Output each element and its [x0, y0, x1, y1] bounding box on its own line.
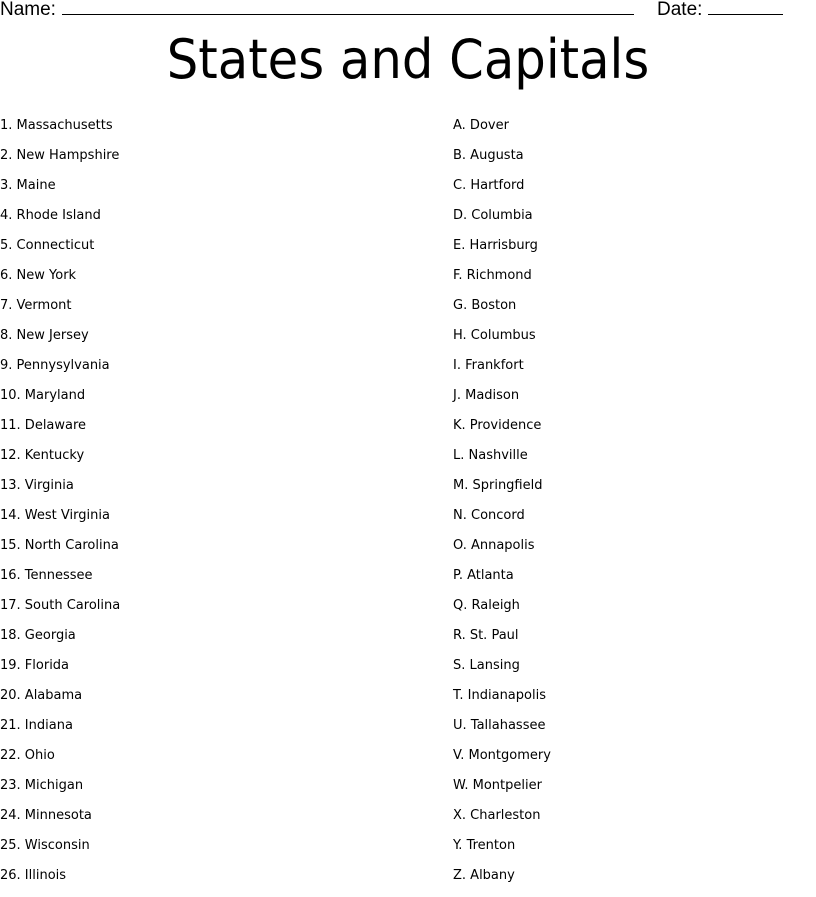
capital-item: I. Frankfort — [453, 358, 524, 373]
name-field[interactable] — [0, 0, 634, 21]
capital-item: L. Nashville — [453, 448, 528, 463]
states-list — [0, 117, 120, 897]
state-item: 22. Ohio — [0, 748, 55, 763]
capital-item: M. Springfield — [453, 478, 543, 493]
capital-item: X. Charleston — [453, 808, 541, 823]
state-item: 14. West Virginia — [0, 508, 110, 523]
capital-item: O. Annapolis — [453, 538, 535, 553]
capital-item: H. Columbus — [453, 328, 536, 343]
capital-item: K. Providence — [453, 418, 542, 433]
state-item: 18. Georgia — [0, 628, 76, 643]
state-item: 20. Alabama — [0, 688, 83, 703]
capital-item: V. Montgomery — [453, 748, 551, 763]
state-item: 15. North Carolina — [0, 538, 119, 553]
capital-item: N. Concord — [453, 508, 525, 523]
state-item: 12. Kentucky — [0, 448, 85, 463]
capital-item: J. Madison — [453, 388, 520, 403]
capitals-list — [453, 117, 551, 897]
state-item: 25. Wisconsin — [0, 838, 90, 853]
state-item: 6. New York — [0, 268, 77, 283]
state-item: 13. Virginia — [0, 478, 74, 493]
state-item: 24. Minnesota — [0, 808, 92, 823]
date-blank-line[interactable] — [708, 0, 783, 15]
capital-item: Q. Raleigh — [453, 598, 520, 613]
date-field[interactable] — [657, 0, 783, 21]
state-item: 10. Maryland — [0, 388, 86, 403]
state-item: 2. New Hampshire — [0, 148, 120, 163]
state-item: 19. Florida — [0, 658, 70, 673]
state-item: 4. Rhode Island — [0, 208, 101, 223]
state-item: 5. Connecticut — [0, 238, 95, 253]
capital-item: Y. Trenton — [453, 838, 516, 853]
capital-item: W. Montpelier — [453, 778, 542, 793]
state-item: 11. Delaware — [0, 418, 87, 433]
capital-item: G. Boston — [453, 298, 517, 313]
name-label: Name: — [0, 0, 56, 20]
state-item: 26. Illinois — [0, 868, 67, 883]
capital-item: D. Columbia — [453, 208, 533, 223]
state-item: 7. Vermont — [0, 298, 72, 313]
capital-item: R. St. Paul — [453, 628, 519, 643]
capital-item: C. Hartford — [453, 178, 525, 193]
capital-item: F. Richmond — [453, 268, 532, 283]
capital-item: P. Atlanta — [453, 568, 514, 583]
state-item: 21. Indiana — [0, 718, 73, 733]
capital-item: T. Indianapolis — [453, 688, 546, 703]
state-item: 3. Maine — [0, 178, 56, 193]
capital-item: A. Dover — [453, 118, 509, 133]
capital-item: S. Lansing — [453, 658, 520, 673]
state-item: 8. New Jersey — [0, 328, 89, 343]
capital-item: Z. Albany — [453, 868, 515, 883]
name-blank-line[interactable] — [62, 0, 634, 15]
state-item: 16. Tennessee — [0, 568, 93, 583]
capital-item: B. Augusta — [453, 148, 524, 163]
capital-item: U. Tallahassee — [453, 718, 546, 733]
state-item: 1. Massachusetts — [0, 118, 113, 133]
worksheet-title: States and Capitals — [166, 28, 650, 91]
state-item: 23. Michigan — [0, 778, 84, 793]
state-item: 9. Pennysylvania — [0, 358, 110, 373]
state-item: 17. South Carolina — [0, 598, 121, 613]
capital-item: E. Harrisburg — [453, 238, 538, 253]
date-label: Date: — [657, 0, 703, 20]
